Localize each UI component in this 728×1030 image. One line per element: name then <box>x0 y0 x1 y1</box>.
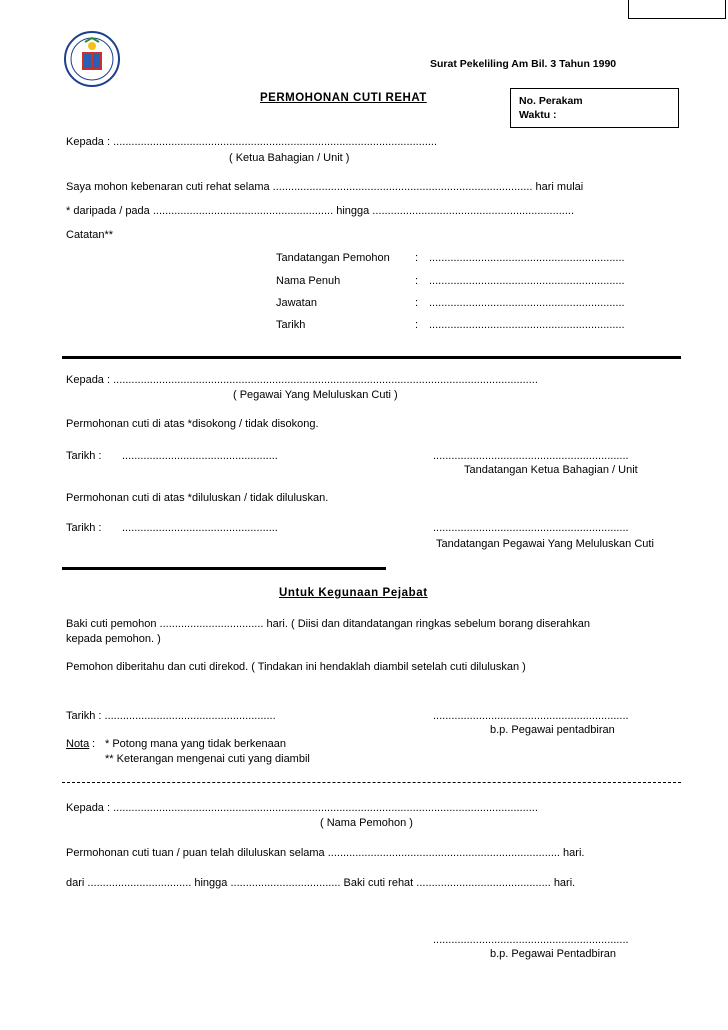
leave-duration-line[interactable]: Saya mohon kebenaran cuti rehat selama ..................................................................................... hari mulai <box>66 181 584 193</box>
leave-date-line[interactable]: * daripada / pada ........................................................... hingga .................................................................. <box>66 205 575 217</box>
signature-dots-3[interactable]: ................................................................ <box>433 710 629 722</box>
time-label: Waktu : <box>519 109 557 121</box>
signature-dots-2[interactable]: ................................................................ <box>433 522 629 534</box>
approval-statement: Permohonan cuti di atas *diluluskan / tidak diluluskan. <box>66 492 329 504</box>
kepada-line-1[interactable]: Kepada : .......................................................................................................... <box>66 136 438 148</box>
field-colon: : <box>415 297 419 309</box>
tarikh-line-3[interactable]: Tarikh : ........................................................ <box>66 710 276 722</box>
section-divider-1 <box>62 356 681 359</box>
field-label-position: Jawatan <box>276 297 317 309</box>
catatan-label: Catatan** <box>66 229 114 241</box>
kepada-role-4: ( Nama Pemohon ) <box>320 817 413 829</box>
field-dots-date[interactable]: ................................................................ <box>429 319 625 331</box>
circular-reference: Surat Pekeliling Am Bil. 3 Tahun 1990 <box>430 58 617 70</box>
section-divider-2 <box>62 567 386 570</box>
nota-label: Nota <box>66 738 90 750</box>
field-dots-signature[interactable]: ................................................................ <box>429 252 625 264</box>
field-dots-position[interactable]: ................................................................ <box>429 297 625 309</box>
admin-label-1: b.p. Pegawai pentadbiran <box>490 724 615 736</box>
nota-item-2: ** Keterangan mengenai cuti yang diambil <box>105 753 310 765</box>
kepada-line-4[interactable]: Kepada : ........................................................................................................................................... <box>66 802 538 814</box>
support-statement: Permohonan cuti di atas *disokong / tidak disokong. <box>66 418 319 430</box>
signature-label-approver: Tandatangan Pegawai Yang Meluluskan Cuti <box>436 538 654 550</box>
balance-line-2: kepada pemohon. ) <box>66 633 161 645</box>
office-use-title: Untuk Kegunaan Pejabat <box>279 587 428 599</box>
field-label-name: Nama Penuh <box>276 275 341 287</box>
signature-label-head: Tandatangan Ketua Bahagian / Unit <box>464 464 638 476</box>
tarikh-dots-1[interactable]: ................................................... <box>122 450 278 462</box>
notified-statement: Pemohon diberitahu dan cuti direkod. ( Tindakan ini hendaklah diambil setelah cuti diluluskan ) <box>66 661 526 673</box>
approved-date-line[interactable]: dari .................................. hingga .................................... Baki cuti rehat ............................................ hari. <box>66 877 576 889</box>
kepada-line-2[interactable]: Kepada : ........................................................................................................................................... <box>66 374 538 386</box>
tarikh-label-2: Tarikh : <box>66 522 102 534</box>
record-number-label: No. Perakam <box>519 95 583 107</box>
nota-item-1: * Potong mana yang tidak berkenaan <box>105 738 287 750</box>
tarikh-dots-2[interactable]: ................................................... <box>122 522 278 534</box>
field-colon: : <box>415 252 419 264</box>
field-colon: : <box>415 275 419 287</box>
section-divider-3 <box>62 782 681 784</box>
tarikh-label-1: Tarikh : <box>66 450 102 462</box>
nota-colon: : <box>92 738 96 750</box>
form-title: PERMOHONAN CUTI REHAT <box>260 92 427 104</box>
admin-label-2: b.p. Pegawai Pentadbiran <box>490 948 616 960</box>
institution-logo <box>63 30 121 88</box>
signature-dots-4[interactable]: ................................................................ <box>433 934 629 946</box>
record-box <box>510 88 679 128</box>
field-dots-name[interactable]: ................................................................ <box>429 275 625 287</box>
kepada-role-1: ( Ketua Bahagian / Unit ) <box>229 152 350 164</box>
kepada-role-2: ( Pegawai Yang Meluluskan Cuti ) <box>233 389 398 401</box>
field-label-signature: Tandatangan Pemohon <box>276 252 390 264</box>
approved-duration-line[interactable]: Permohonan cuti tuan / puan telah diluluskan selama ............................................................................ hari. <box>66 847 585 859</box>
top-corner-box <box>628 0 726 19</box>
signature-dots-1[interactable]: ................................................................ <box>433 450 629 462</box>
field-colon: : <box>415 319 419 331</box>
field-label-date: Tarikh <box>276 319 306 331</box>
balance-line-1[interactable]: Baki cuti pemohon .................................. hari. ( Diisi dan ditandatangan ringkas sebelum borang diserahkan <box>66 618 590 630</box>
